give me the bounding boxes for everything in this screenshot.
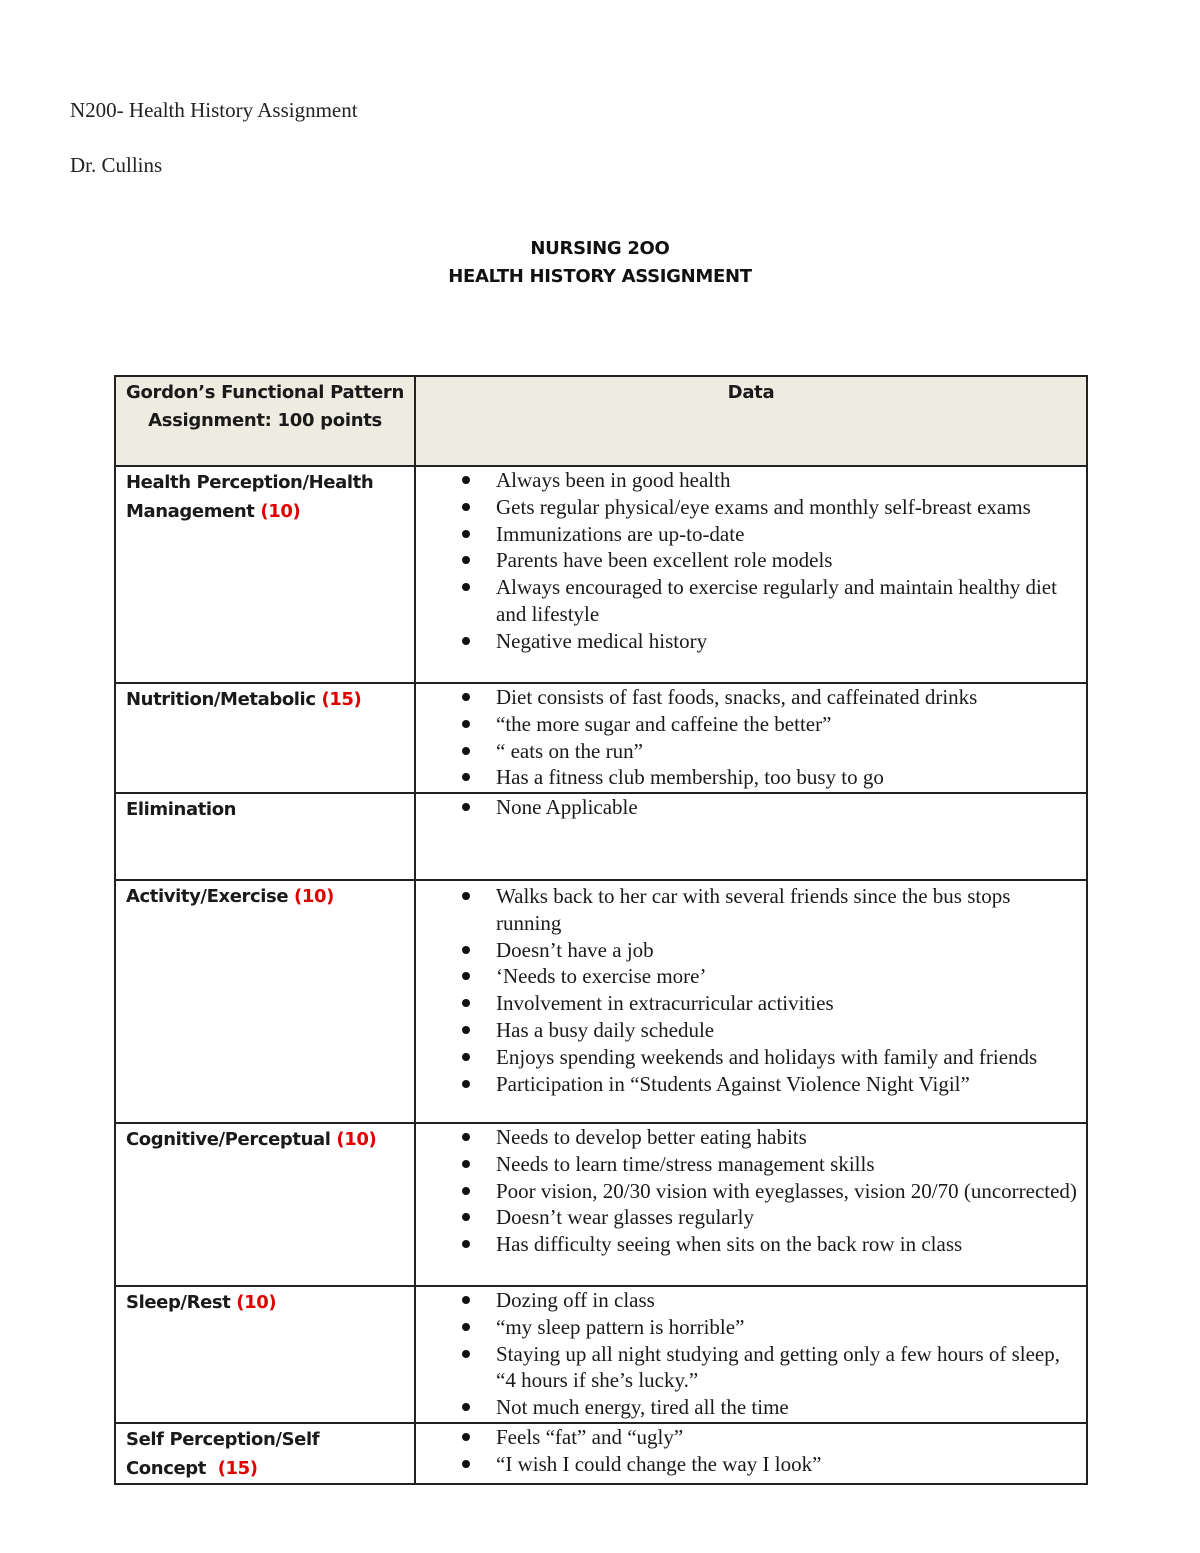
- list-item: [416, 794, 1086, 821]
- pattern-name: [126, 1125, 404, 1154]
- table-body: [115, 466, 1087, 1484]
- list-item: [416, 494, 1086, 521]
- bullet-icon: [462, 503, 470, 511]
- list-item-text: “the more sugar and caffeine the better”: [496, 711, 832, 736]
- table-row: [115, 683, 1087, 793]
- pattern-cell: [115, 466, 415, 683]
- bullet-icon: [462, 1240, 470, 1248]
- list-item-text: Staying up all night studying and getting only a few hours of sleep, “4 hours if she’s lucky.”: [496, 1341, 1061, 1393]
- pattern-cell: [115, 793, 415, 880]
- table-header-row: [115, 376, 1087, 466]
- document-title-line-2: HEALTH HISTORY ASSIGNMENT: [448, 266, 752, 287]
- list-item-text: Involvement in extracurricular activities: [496, 991, 834, 1016]
- pattern-name-text-2: Concept: [126, 1458, 206, 1479]
- bullet-icon: [462, 1133, 470, 1141]
- bullet-icon: [462, 556, 470, 564]
- bullet-icon: [462, 1160, 470, 1168]
- table-row: [115, 793, 1087, 880]
- table-row: [115, 1423, 1087, 1484]
- list-item-text: Poor vision, 20/30 vision with eyeglasses, vision 20/70 (uncorrected): [496, 1178, 1077, 1203]
- list-item-text: Not much energy, tired all the time: [496, 1395, 789, 1420]
- points-value: (15): [217, 1458, 258, 1479]
- list-item: [416, 467, 1086, 494]
- data-cell: [415, 880, 1087, 1123]
- pattern-name-text: Health Perception/Health: [126, 472, 374, 493]
- pattern-cell: [115, 880, 415, 1123]
- table-row: [115, 1286, 1087, 1423]
- pattern-name: [126, 795, 404, 824]
- bullet-icon: [462, 946, 470, 954]
- pattern-name-text-2: Management: [126, 501, 255, 522]
- data-column-header: [415, 376, 1087, 466]
- data-list: [416, 467, 1086, 655]
- list-item: [416, 1151, 1086, 1178]
- pattern-name: [126, 1425, 404, 1454]
- list-item: [416, 1451, 1086, 1478]
- list-item: [416, 1124, 1086, 1151]
- pattern-name-text: Self Perception/Self: [126, 1429, 320, 1450]
- list-item-text: ‘Needs to exercise more’: [496, 964, 707, 989]
- data-list: [416, 794, 1086, 821]
- document-title-line-1: NURSING 2OO: [530, 238, 670, 259]
- bullet-icon: [462, 720, 470, 728]
- list-item-text: Has a busy daily schedule: [496, 1017, 715, 1042]
- bullet-icon: [462, 693, 470, 701]
- bullet-icon: [462, 1187, 470, 1195]
- list-item-text: Dozing off in class: [496, 1288, 655, 1312]
- bullet-icon: [462, 1460, 470, 1468]
- data-list: [416, 1124, 1086, 1258]
- data-cell: [415, 466, 1087, 683]
- table-row: [115, 1123, 1087, 1286]
- list-item: [416, 1394, 1086, 1421]
- pattern-name: [126, 1288, 404, 1317]
- bullet-icon: [462, 892, 470, 900]
- list-item-text: Needs to learn time/stress management skills: [496, 1151, 875, 1176]
- list-item: [416, 738, 1086, 765]
- bullet-icon: [462, 1350, 470, 1358]
- list-item: [416, 711, 1086, 738]
- list-item-text: Always encouraged to exercise regularly and maintain healthy diet and lifestyle: [496, 575, 1057, 626]
- points-value: (10): [294, 886, 334, 907]
- list-item: [416, 1017, 1086, 1044]
- list-item-text: “I wish I could change the way I look”: [496, 1451, 822, 1476]
- list-item-text: Doesn’t wear glasses regularly: [496, 1205, 754, 1230]
- list-item: [416, 684, 1086, 711]
- list-item-text: Doesn’t have a job: [496, 937, 654, 962]
- list-item-text: “my sleep pattern is horrible”: [496, 1314, 745, 1339]
- data-cell: [415, 1123, 1087, 1286]
- bullet-icon: [462, 476, 470, 484]
- list-item: [416, 628, 1086, 655]
- pattern-cell: [115, 1423, 415, 1484]
- bullet-icon: [462, 1213, 470, 1221]
- pattern-name-text: Sleep/Rest: [126, 1292, 231, 1313]
- functional-pattern-table: [114, 375, 1088, 1485]
- data-header-label: Data: [727, 382, 775, 403]
- points-value: (10): [236, 1292, 277, 1313]
- pattern-name: [126, 685, 404, 714]
- instructor-name: Dr. Cullins: [70, 153, 163, 177]
- bullet-icon: [462, 803, 470, 811]
- list-item: [416, 883, 1086, 937]
- data-list: [416, 883, 1086, 1097]
- pattern-cell: [115, 1286, 415, 1423]
- pattern-name-text: Cognitive/Perceptual: [126, 1129, 331, 1150]
- data-list: [416, 1424, 1086, 1478]
- list-item: [416, 1287, 1086, 1314]
- table-row: [115, 466, 1087, 683]
- pattern-name-text: Activity/Exercise: [126, 886, 289, 907]
- list-item: [416, 1044, 1086, 1071]
- list-item-text: Gets regular physical/eye exams and monthly self-breast exams: [496, 494, 1031, 519]
- list-item-text: Enjoys spending weekends and holidays with family and friends: [496, 1044, 1038, 1069]
- pattern-header-line-2: Assignment: 100 points: [148, 410, 382, 431]
- data-cell: [415, 1286, 1087, 1423]
- bullet-icon: [462, 773, 470, 781]
- bullet-icon: [462, 583, 470, 591]
- list-item-text: Parents have been excellent role models: [496, 548, 833, 573]
- list-item-text: “ eats on the run”: [496, 738, 643, 763]
- list-item: [416, 1314, 1086, 1341]
- bullet-icon: [462, 1403, 470, 1411]
- list-item: [416, 1424, 1086, 1451]
- list-item: [416, 937, 1086, 964]
- table-row: [115, 880, 1087, 1123]
- list-item: [416, 1204, 1086, 1231]
- pattern-column-header: [115, 376, 415, 466]
- list-item: [416, 1071, 1086, 1098]
- pattern-name: [126, 468, 404, 497]
- list-item-text: Diet consists of fast foods, snacks, and caffeinated drinks: [496, 685, 978, 709]
- bullet-icon: [462, 747, 470, 755]
- list-item: [416, 574, 1086, 628]
- bullet-icon: [462, 1296, 470, 1304]
- list-item-text: Immunizations are up-to-date: [496, 521, 745, 546]
- pattern-name-text: Elimination: [126, 799, 237, 820]
- pattern-name-cont: [126, 497, 404, 526]
- bullet-icon: [462, 999, 470, 1007]
- bullet-icon: [462, 1053, 470, 1061]
- list-item: [416, 1231, 1086, 1258]
- pattern-name-cont: [126, 1454, 404, 1483]
- pattern-cell: [115, 1123, 415, 1286]
- list-item-text: Participation in “Students Against Violence Night Vigil”: [496, 1071, 970, 1096]
- points-value: (15): [321, 689, 362, 710]
- pattern-cell: [115, 683, 415, 793]
- bullet-icon: [462, 1323, 470, 1331]
- bullet-icon: [462, 1080, 470, 1088]
- list-item-text: Negative medical history: [496, 628, 708, 653]
- list-item: [416, 547, 1086, 574]
- list-item-text: Needs to develop better eating habits: [496, 1125, 807, 1149]
- list-item: [416, 1178, 1086, 1205]
- list-item: [416, 521, 1086, 548]
- list-item: [416, 1341, 1086, 1395]
- data-list: [416, 1287, 1086, 1421]
- points-value: (10): [336, 1129, 377, 1150]
- bullet-icon: [462, 637, 470, 645]
- bullet-icon: [462, 530, 470, 538]
- bullet-icon: [462, 1026, 470, 1034]
- pattern-name-text: Nutrition/Metabolic: [126, 689, 316, 710]
- bullet-icon: [462, 1433, 470, 1441]
- list-item-text: Has a fitness club membership, too busy to go: [496, 765, 884, 790]
- data-list: [416, 684, 1086, 791]
- list-item-text: Always been in good health: [496, 468, 731, 492]
- list-item: [416, 764, 1086, 791]
- points-value: (10): [260, 501, 301, 522]
- bullet-icon: [462, 972, 470, 980]
- pattern-header-line-1: Gordon’s Functional Pattern: [125, 382, 404, 403]
- list-item-text: Has difficulty seeing when sits on the back row in class: [496, 1232, 963, 1257]
- list-item: [416, 963, 1086, 990]
- data-cell: [415, 683, 1087, 793]
- course-heading: N200- Health History Assignment: [70, 98, 358, 122]
- pattern-name: [126, 882, 404, 911]
- list-item-text: Feels “fat” and “ugly”: [496, 1425, 684, 1449]
- data-cell: [415, 1423, 1087, 1484]
- list-item-text: Walks back to her car with several friends since the bus stops running: [496, 884, 1011, 935]
- list-item-text: None Applicable: [496, 795, 638, 819]
- list-item: [416, 990, 1086, 1017]
- data-cell: [415, 793, 1087, 880]
